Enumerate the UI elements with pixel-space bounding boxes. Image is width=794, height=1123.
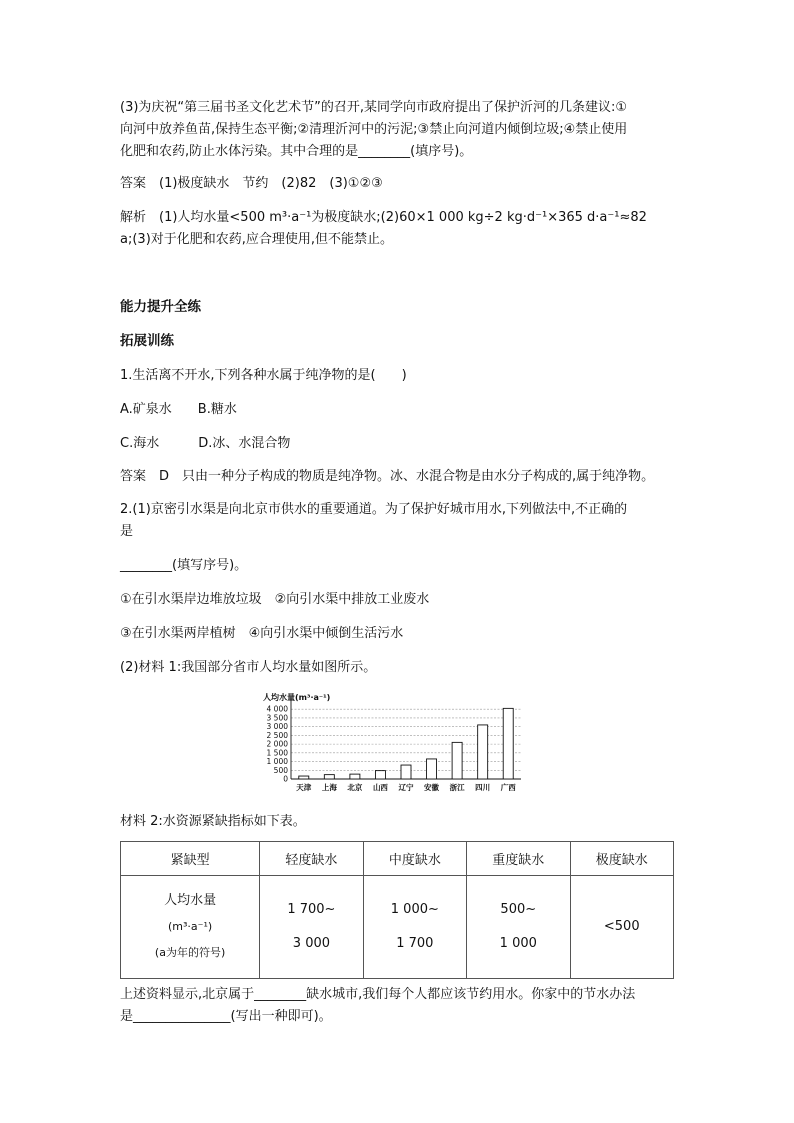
x-tick-label: 四川	[475, 783, 491, 792]
y-tick-label: 3 500	[266, 713, 288, 723]
bar	[478, 725, 488, 779]
y-tick-label: 3 000	[266, 722, 288, 732]
y-tick-label: 2 000	[266, 739, 288, 749]
table-header-cell: 极度缺水	[570, 842, 674, 876]
material2-caption: 材料 2:水资源紧缺指标如下表。	[120, 814, 306, 829]
bar	[503, 708, 513, 779]
cell-range-start: 500~	[500, 902, 537, 917]
cell-range-end: 1 000	[499, 936, 537, 951]
row-label-unit: (m³·a⁻¹)	[168, 920, 213, 933]
y-tick-label: 4 000	[266, 704, 288, 714]
conclusion-line1: 上述资料显示,北京属于________缺水城市,我们每个人都应该节约用水。你家中的节水办法	[120, 987, 636, 1002]
question2-blank-line: ________(填写序号)。	[120, 558, 248, 573]
table-header-cell: 紧缺型	[121, 842, 260, 876]
x-tick-label: 安徽	[424, 783, 440, 792]
answer-line: 答案 (1)极度缺水 节约 (2)82 (3)①②③	[120, 176, 383, 191]
x-tick-label: 广西	[500, 783, 516, 792]
analysis-line-2: a;(3)对于化肥和农药,应合理使用,但不能禁止。	[120, 232, 394, 247]
table-cell	[260, 876, 363, 979]
question2-choices-row1: ①在引水渠岸边堆放垃圾 ②向引水渠中排放工业废水	[120, 592, 430, 607]
q3-line-1: (3)为庆祝“第三届书圣文化艺术节”的召开,某同学向市政府提出了保护沂河的几条建议:①	[120, 100, 628, 115]
table-row-label	[121, 876, 260, 979]
question2-choices-row2: ③在引水渠两岸植树 ④向引水渠中倾倒生活污水	[120, 626, 404, 641]
question1-options-row2: C.海水 D.冰、水混合物	[120, 436, 291, 451]
subsection-title: 拓展训练	[120, 333, 174, 349]
question1-stem: 1.生活离不开水,下列各种水属于纯净物的是( )	[120, 368, 407, 383]
table-row	[121, 876, 674, 979]
bar	[350, 774, 360, 779]
x-tick-label: 浙江	[449, 783, 465, 792]
y-tick-label: 0	[283, 774, 288, 784]
x-tick-label: 北京	[347, 783, 363, 792]
section-title: 能力提升全练	[120, 299, 201, 315]
question1-options-row1: A.矿泉水 B.糖水	[120, 402, 237, 417]
material1-caption: (2)材料 1:我国部分省市人均水量如图所示。	[120, 660, 377, 675]
bar	[375, 771, 385, 779]
bar	[427, 759, 437, 779]
cell-range-end: 3 000	[292, 936, 331, 951]
cell-range-start: 1 000~	[390, 902, 439, 917]
water-shortage-table	[120, 841, 674, 979]
table-cell	[363, 876, 466, 979]
table-cell	[570, 876, 674, 979]
row-label-line: 人均水量	[164, 893, 217, 908]
conclusion-line2: 是_______________(写出一种即可)。	[120, 1009, 332, 1024]
cell-range-start: 1 700~	[287, 902, 336, 917]
row-label-note: (a为年的符号)	[154, 946, 226, 959]
cell-range-end: 1 700	[396, 936, 434, 951]
x-tick-label: 上海	[321, 783, 337, 792]
table-header-row	[121, 842, 674, 876]
table-header-cell: 重度缺水	[467, 842, 570, 876]
bar	[452, 742, 462, 779]
x-tick-label: 辽宁	[398, 783, 414, 792]
bar	[401, 765, 411, 779]
chart-title: 人均水量(m³·a⁻¹)	[263, 693, 331, 702]
y-tick-label: 2 500	[266, 730, 288, 740]
bar	[299, 776, 309, 779]
table-header-cell: 中度缺水	[363, 842, 466, 876]
analysis-line-1: 解析 (1)人均水量<500 m³·a⁻¹为极度缺水;(2)60×1 000 kg÷2 kg·d⁻¹×365 d·a⁻¹≈82	[120, 210, 647, 225]
y-tick-label: 500	[273, 765, 288, 775]
x-tick-label: 天津	[296, 783, 312, 792]
table-header-cell: 轻度缺水	[260, 842, 363, 876]
cell-value: <500	[603, 919, 640, 934]
question2-stem-line1: 2.(1)京密引水渠是向北京市供水的重要通道。为了保护好城市用水,下列做法中,不正确的	[120, 502, 628, 517]
chart-svg	[255, 690, 525, 802]
x-tick-label: 山西	[372, 783, 388, 792]
q3-line-3: 化肥和农药,防止水体污染。其中合理的是________(填序号)。	[120, 144, 473, 159]
y-tick-label: 1 500	[266, 748, 288, 758]
question1-answer: 答案 D 只由一种分子构成的物质是纯净物。冰、水混合物是由水分子构成的,属于纯净物。	[120, 469, 655, 484]
water-per-capita-chart	[255, 690, 525, 802]
y-tick-label: 1 000	[266, 757, 288, 767]
bar	[324, 775, 334, 779]
table-cell	[467, 876, 570, 979]
question2-stem-line2: 是	[120, 524, 134, 539]
q3-line-2: 向河中放养鱼苗,保持生态平衡;②清理沂河中的污泥;③禁止向河道内倾倒垃圾;④禁止使用	[120, 122, 628, 137]
